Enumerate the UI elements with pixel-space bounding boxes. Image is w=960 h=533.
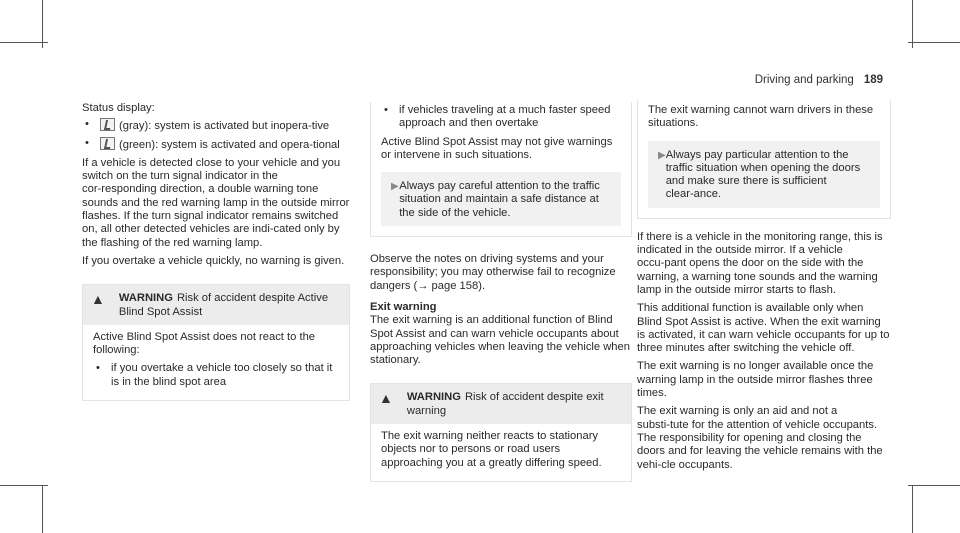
warning-body (83, 325, 349, 400)
note-box (381, 172, 621, 226)
warning-text: Risk of accident despite Active Blind Spot Assist (118, 292, 329, 318)
paragraph: This additional function is available only when Blind Spot Assist is active. When the exit warning is activated, it can warn vehicle occupants for up to three minutes after switching the vehicle off. (637, 302, 890, 355)
paragraph: If a vehicle is detected close to your vehicle and you switch on the turn signal indicator in the cor‑responding direction, a double warning tone sounds and the red warning lamp in the outside mirror flashes. If the turn signal indicator remains switched on, all other detected vehicles are indi‑cated only by the flashing of the red warning lamp. (82, 156, 350, 249)
warning-continuation (637, 100, 891, 219)
warning-list (93, 362, 339, 389)
crop-mark (912, 485, 913, 533)
warning-text: Risk of accident despite exit warning (406, 391, 604, 417)
status-display-label: Status display: (82, 102, 155, 114)
arrow-right-icon: ▶ (658, 149, 666, 161)
crop-mark (42, 0, 43, 48)
status-item-text: (green): system is activated and opera‑tional (119, 138, 340, 151)
column-1 (82, 102, 350, 401)
section-title: Exit warning (370, 300, 437, 313)
warning-body (371, 424, 631, 481)
warning-header (371, 384, 631, 424)
list-item (82, 118, 350, 133)
paragraph: The exit warning is an additional function of Blind Spot Assist and can warn vehicle occupants about approaching vehicles when leaving the vehicle when stationary. (370, 314, 630, 367)
warning-body-text: Active Blind Spot Assist does not react to the following: (93, 330, 316, 357)
warning-triangle-icon: ▲ (91, 291, 105, 308)
paragraph: Observe the notes on driving systems and your responsibility; you may otherwise fail to recognize dangers (→ page 158). (370, 253, 616, 292)
warning-list (381, 104, 621, 131)
note-text: Always pay particular attention to the traffic situation when opening the doors and make sure there is sufficient clear‑ance. (665, 148, 861, 201)
crop-mark (908, 485, 960, 486)
column-3 (637, 100, 891, 477)
arrow-right-icon: ▶ (391, 181, 399, 193)
warning-body-text: The exit warning neither reacts to stationary objects nor to persons or road users approaching you at a greatly differing speed. (381, 430, 602, 469)
crop-mark (0, 42, 48, 43)
status-item-text: (gray): system is activated but inopera‑tive (119, 120, 330, 133)
crop-mark (0, 485, 48, 486)
warning-triangle-icon: ▲ (379, 390, 393, 407)
paragraph: The exit warning cannot warn drivers in these situations. (648, 104, 874, 130)
list-item: • if you overtake a vehicle too closely so that it is in the blind spot area (93, 362, 339, 389)
warning-title: WARNING (406, 391, 461, 404)
warning-box (82, 284, 350, 401)
blind-spot-icon (100, 118, 115, 131)
status-list (82, 118, 350, 152)
crop-mark (42, 485, 43, 533)
crop-mark (912, 0, 913, 48)
warning-title: WARNING (118, 292, 173, 305)
warning-continuation (370, 102, 632, 237)
paragraph: If there is a vehicle in the monitoring range, this is indicated in the outside mirror. If a vehicle occu‑pant opens the door on the side with the warning, a warning tone sounds and the warning lamp in the outside mirror starts to flash. (637, 230, 883, 296)
note-box (648, 141, 880, 208)
list-item (82, 137, 350, 152)
note-text: Always pay careful attention to the traffic situation and maintain a safe distance at the side of the vehicle. (399, 180, 600, 219)
warning-header (83, 285, 349, 325)
section-name: Driving and parking (754, 74, 854, 86)
column-2 (370, 102, 632, 482)
paragraph: The exit warning is only an aid and not a substi‑tute for the attention of vehicle occupants. The responsibility for opening and closing the doors and for leaving the vehicle remains with the vehi‑cle occupants. (637, 405, 883, 471)
running-header (755, 74, 883, 87)
crop-mark (908, 42, 960, 43)
blind-spot-icon (100, 137, 115, 150)
paragraph: The exit warning is no longer available once the warning lamp in the outside mirror flashes three times. (637, 360, 874, 400)
paragraph: Active Blind Spot Assist may not give warnings or intervene in such situations. (381, 135, 613, 161)
page-number: 189 (863, 74, 883, 86)
paragraph: If you overtake a vehicle quickly, no warning is given. (82, 254, 345, 267)
warning-box (370, 383, 632, 481)
list-item: • if vehicles traveling at a much faster speed approach and then overtake (381, 104, 621, 131)
